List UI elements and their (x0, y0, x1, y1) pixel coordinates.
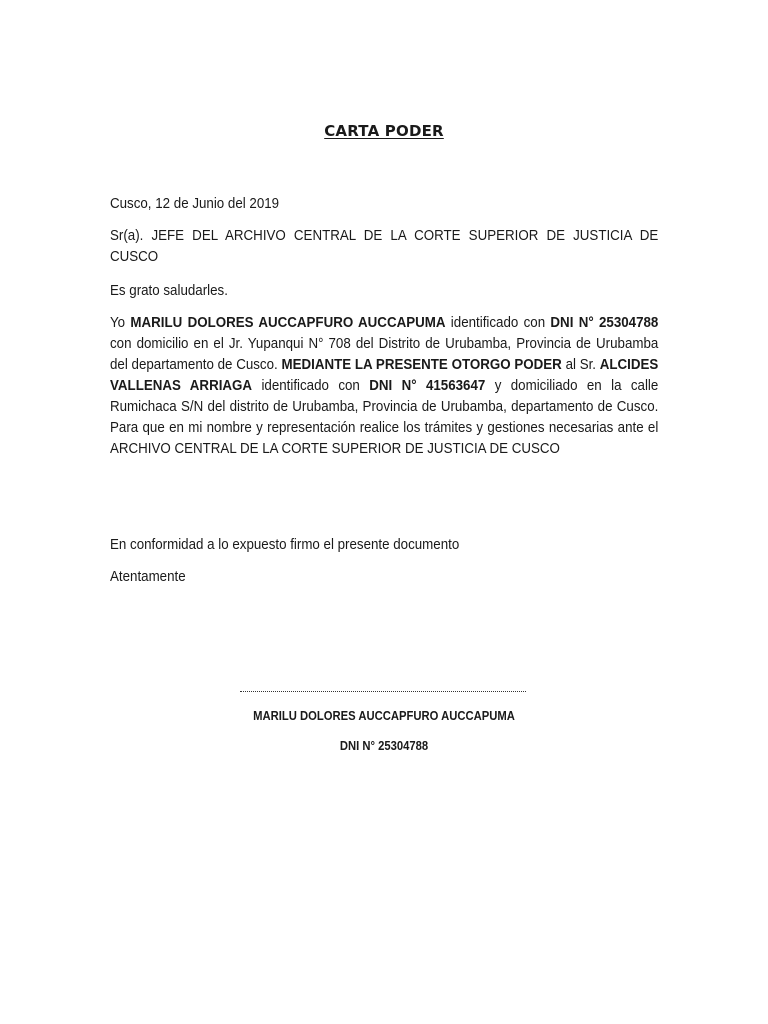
grantee-dni: DNI N° 41563647 (369, 378, 486, 394)
signature-name: MARILU DOLORES AUCCAPFURO AUCCAPUMA (253, 709, 515, 723)
body-text-6: y domiciliado en la calle Rumichaca S/N del distrito de Urubamba, Provincia de Urubamba, departamento de Cusco. Para que en mi nombre y representación realice los trámites y gestiones necesarias ante el ARCHIVO CENTRAL DE LA CORTE SUPERIOR DE JUSTICIA DE CUSCO (110, 378, 659, 457)
addressee: Sr(a). JEFE DEL ARCHIVO CENTRAL DE LA CORTE SUPERIOR DE JUSTICIA DE CUSCO (110, 228, 659, 265)
signature-line (240, 681, 526, 692)
body-text-4: al Sr. (561, 357, 600, 373)
document-title (0, 122, 768, 140)
body-text-2: identificado con (445, 315, 551, 331)
grantor-dni: DNI N° 25304788 (550, 315, 659, 331)
body-text-1: Yo (110, 315, 131, 331)
date-line: Cusco, 12 de Junio del 2019 (110, 196, 280, 212)
signature-dni: DNI N° 25304788 (339, 739, 429, 753)
body-text-5: identificado con (252, 378, 370, 394)
grant-phrase: MEDIANTE LA PRESENTE OTORGO PODER (281, 357, 562, 373)
main-paragraph (110, 313, 658, 460)
closing: Atentamente (110, 569, 186, 585)
grantor-name: MARILU DOLORES AUCCAPFURO AUCCAPUMA (130, 315, 446, 331)
conformity-statement: En conformidad a lo expuesto firmo el presente documento (110, 537, 460, 553)
title-text: CARTA PODER (324, 122, 444, 140)
greeting: Es grato saludarles. (110, 283, 228, 299)
body-text-3: con domicilio en el Jr. Yupanqui N° 708 del Distrito de Urubamba, Provincia de Urubamba del departamento de Cusco. (110, 336, 659, 373)
grantee-name: ALCIDES VALLENAS ARRIAGA (110, 357, 659, 394)
